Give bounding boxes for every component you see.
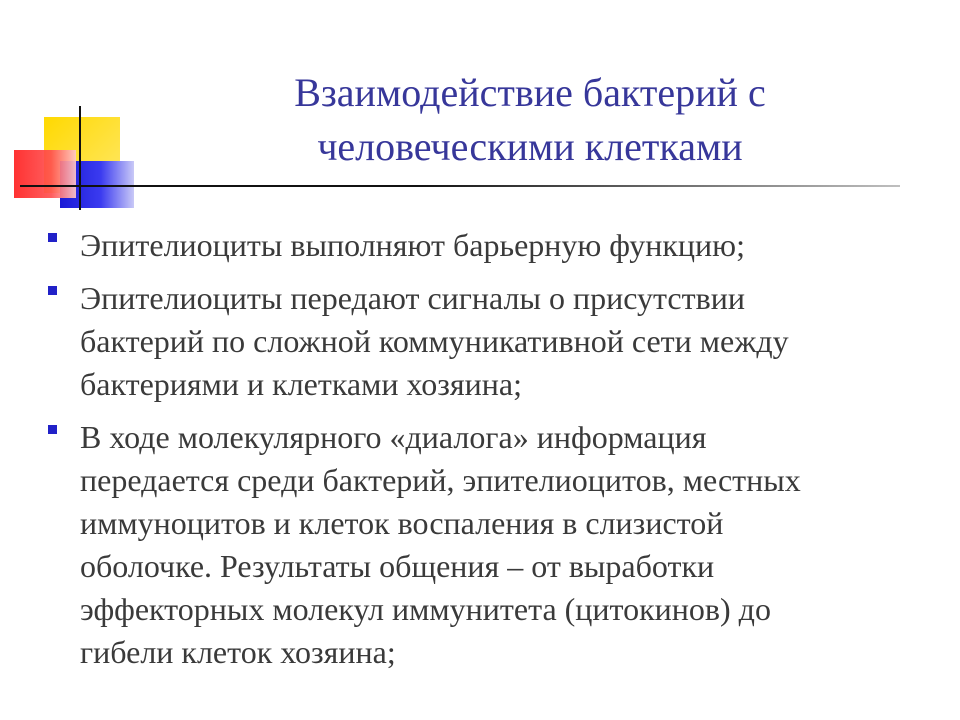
bullet-line: Эпителиоциты выполняют барьерную функцию; (80, 227, 745, 263)
decor-vertical-line (79, 106, 81, 210)
decor-red-square (14, 150, 76, 198)
bullet-item (48, 416, 928, 674)
bullet-line: гибели клеток хозяина; (80, 634, 396, 670)
bullet-line: бактериями и клетками хозяина; (80, 366, 522, 402)
title-divider-line (20, 185, 900, 187)
bullet-line: бактерий по сложной коммуникативной сети между (80, 323, 789, 359)
slide-title-line-1: Взаимодействие бактерий с (294, 70, 766, 115)
bullet-item (48, 277, 928, 406)
bullet-line: передается среди бактерий, эпителиоцитов, местных (80, 462, 801, 498)
square-bullet-icon (48, 286, 57, 295)
bullet-line: эффекторных молекул иммунитета (цитокинов) до (80, 591, 771, 627)
bullet-line: оболочке. Результаты общения – от выработки (80, 548, 715, 584)
square-bullet-icon (48, 233, 57, 242)
square-bullet-icon (48, 425, 57, 434)
bullet-list (48, 224, 928, 684)
bullet-line: В ходе молекулярного «диалога» информация (80, 419, 707, 455)
bullet-line: Эпителиоциты передают сигналы о присутствии (80, 280, 745, 316)
bullet-item (48, 224, 928, 267)
slide-title (190, 66, 870, 174)
bullet-line: иммуноцитов и клеток воспаления в слизистой (80, 505, 724, 541)
slide-title-line-2: человеческими клетками (317, 124, 743, 169)
